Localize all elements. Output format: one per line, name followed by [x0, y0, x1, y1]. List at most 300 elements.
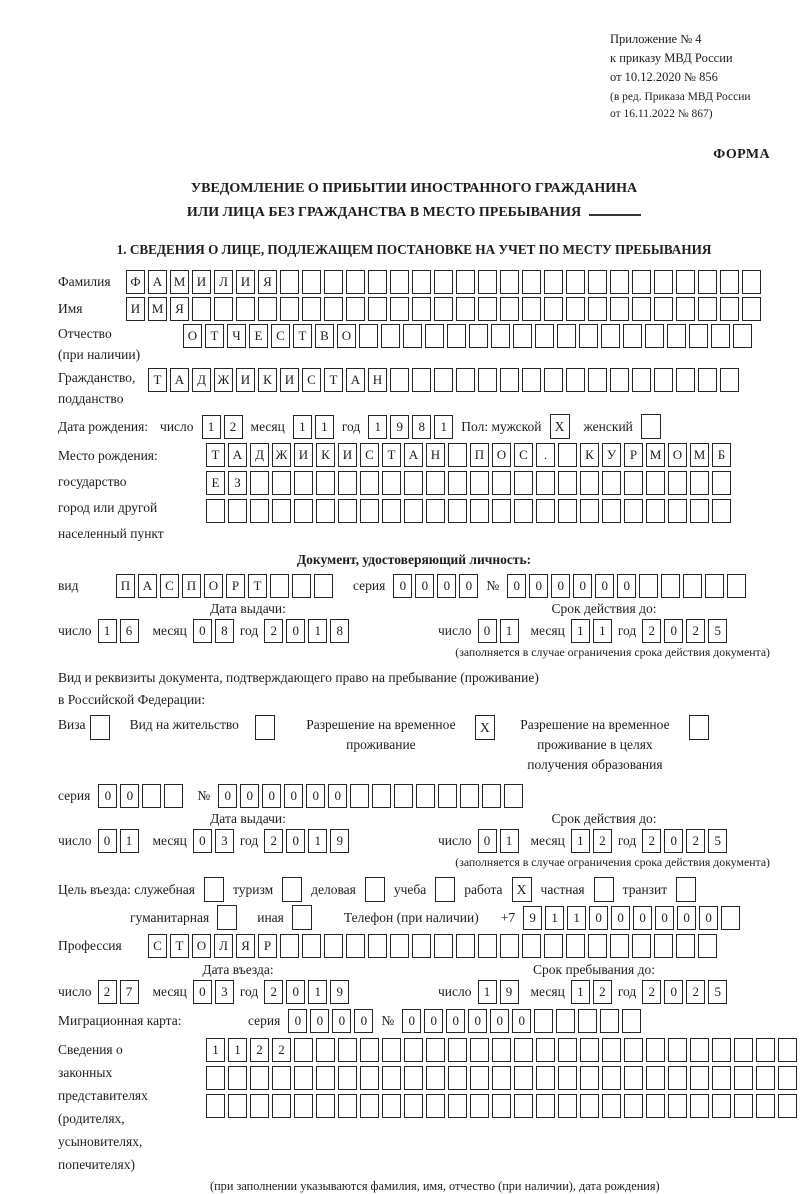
char-cell[interactable]: 8	[215, 619, 234, 643]
char-cell[interactable]: 0	[446, 1009, 465, 1033]
char-cell[interactable]: 0	[98, 784, 117, 808]
char-cell[interactable]: О	[204, 574, 223, 598]
char-cell[interactable]	[522, 297, 541, 321]
char-cell[interactable]: 1	[545, 906, 564, 930]
char-cell[interactable]	[588, 934, 607, 958]
char-cell[interactable]	[382, 1094, 401, 1118]
char-cell[interactable]	[601, 324, 620, 348]
char-cell[interactable]	[346, 270, 365, 294]
char-cell[interactable]: 2	[272, 1038, 291, 1062]
char-cell[interactable]: 0	[332, 1009, 351, 1033]
char-cell[interactable]	[206, 1094, 225, 1118]
char-cell[interactable]: Т	[382, 443, 401, 467]
char-cell[interactable]	[426, 1094, 445, 1118]
char-cell[interactable]: 1	[571, 980, 590, 1004]
char-cell[interactable]: З	[228, 471, 247, 495]
char-cell[interactable]: .	[536, 443, 555, 467]
char-cell[interactable]	[514, 1066, 533, 1090]
char-cell[interactable]	[624, 471, 643, 495]
purpose-private-checkbox[interactable]	[594, 877, 614, 902]
char-cell[interactable]: 0	[354, 1009, 373, 1033]
char-cell[interactable]	[558, 1094, 577, 1118]
char-cell[interactable]	[292, 574, 311, 598]
char-cell[interactable]	[514, 499, 533, 523]
char-cell[interactable]	[646, 1094, 665, 1118]
char-cell[interactable]	[514, 471, 533, 495]
char-cell[interactable]	[544, 368, 563, 392]
char-cell[interactable]	[690, 499, 709, 523]
char-cell[interactable]: 0	[120, 784, 139, 808]
char-cell[interactable]: 0	[573, 574, 592, 598]
char-cell[interactable]: 0	[98, 829, 117, 853]
char-cell[interactable]	[492, 499, 511, 523]
char-cell[interactable]	[566, 934, 585, 958]
char-cell[interactable]	[646, 1038, 665, 1062]
char-cell[interactable]: 0	[478, 829, 497, 853]
char-cell[interactable]: 0	[193, 980, 212, 1004]
char-cell[interactable]: 0	[611, 906, 630, 930]
char-cell[interactable]: Л	[214, 934, 233, 958]
char-cell[interactable]	[470, 471, 489, 495]
char-cell[interactable]	[492, 1038, 511, 1062]
char-cell[interactable]	[698, 934, 717, 958]
char-cell[interactable]	[712, 499, 731, 523]
char-cell[interactable]: 0	[490, 1009, 509, 1033]
char-cell[interactable]	[214, 297, 233, 321]
char-cell[interactable]: 0	[664, 619, 683, 643]
char-cell[interactable]: 0	[284, 784, 303, 808]
char-cell[interactable]	[778, 1038, 797, 1062]
char-cell[interactable]	[610, 368, 629, 392]
char-cell[interactable]	[558, 1066, 577, 1090]
char-cell[interactable]: Л	[214, 270, 233, 294]
char-cell[interactable]	[382, 471, 401, 495]
char-cell[interactable]: 2	[686, 980, 705, 1004]
char-cell[interactable]	[250, 1094, 269, 1118]
char-cell[interactable]: 2	[686, 619, 705, 643]
char-cell[interactable]: 1	[308, 619, 327, 643]
char-cell[interactable]	[654, 297, 673, 321]
char-cell[interactable]: У	[602, 443, 621, 467]
char-cell[interactable]	[314, 574, 333, 598]
char-cell[interactable]: Ф	[126, 270, 145, 294]
char-cell[interactable]: 0	[286, 619, 305, 643]
char-cell[interactable]	[756, 1038, 775, 1062]
char-cell[interactable]: О	[183, 324, 202, 348]
char-cell[interactable]: Т	[248, 574, 267, 598]
char-cell[interactable]: 2	[593, 980, 612, 1004]
char-cell[interactable]: М	[646, 443, 665, 467]
char-cell[interactable]	[544, 297, 563, 321]
char-cell[interactable]	[456, 297, 475, 321]
char-cell[interactable]: Р	[258, 934, 277, 958]
char-cell[interactable]: 0	[507, 574, 526, 598]
char-cell[interactable]: 2	[593, 829, 612, 853]
char-cell[interactable]	[557, 324, 576, 348]
char-cell[interactable]	[346, 934, 365, 958]
char-cell[interactable]	[448, 443, 467, 467]
char-cell[interactable]: К	[580, 443, 599, 467]
char-cell[interactable]: 1	[308, 980, 327, 1004]
char-cell[interactable]	[382, 499, 401, 523]
char-cell[interactable]: И	[294, 443, 313, 467]
purpose-transit-checkbox[interactable]	[676, 877, 696, 902]
char-cell[interactable]	[360, 1038, 379, 1062]
char-cell[interactable]: 1	[500, 829, 519, 853]
char-cell[interactable]: 2	[264, 829, 283, 853]
male-checkbox[interactable]: X	[550, 414, 570, 439]
char-cell[interactable]: 5	[708, 829, 727, 853]
char-cell[interactable]	[668, 1094, 687, 1118]
char-cell[interactable]: Н	[426, 443, 445, 467]
char-cell[interactable]: П	[116, 574, 135, 598]
char-cell[interactable]	[580, 1094, 599, 1118]
char-cell[interactable]	[500, 934, 519, 958]
char-cell[interactable]: С	[360, 443, 379, 467]
char-cell[interactable]	[733, 324, 752, 348]
char-cell[interactable]	[705, 574, 724, 598]
char-cell[interactable]	[492, 471, 511, 495]
char-cell[interactable]	[470, 499, 489, 523]
char-cell[interactable]: 2	[642, 619, 661, 643]
char-cell[interactable]	[668, 1038, 687, 1062]
char-cell[interactable]	[558, 443, 577, 467]
char-cell[interactable]: О	[492, 443, 511, 467]
char-cell[interactable]: А	[404, 443, 423, 467]
char-cell[interactable]	[522, 270, 541, 294]
char-cell[interactable]: 0	[193, 829, 212, 853]
char-cell[interactable]	[412, 934, 431, 958]
char-cell[interactable]	[478, 297, 497, 321]
char-cell[interactable]: 9	[390, 415, 409, 439]
char-cell[interactable]	[610, 270, 629, 294]
char-cell[interactable]	[434, 270, 453, 294]
char-cell[interactable]	[602, 499, 621, 523]
char-cell[interactable]	[280, 934, 299, 958]
char-cell[interactable]	[338, 1066, 357, 1090]
char-cell[interactable]	[654, 934, 673, 958]
char-cell[interactable]	[434, 934, 453, 958]
char-cell[interactable]: 1	[478, 980, 497, 1004]
char-cell[interactable]	[404, 1094, 423, 1118]
char-cell[interactable]: 9	[523, 906, 542, 930]
char-cell[interactable]	[756, 1094, 775, 1118]
char-cell[interactable]: 0	[393, 574, 412, 598]
char-cell[interactable]	[272, 1066, 291, 1090]
char-cell[interactable]: 0	[286, 829, 305, 853]
char-cell[interactable]: А	[228, 443, 247, 467]
char-cell[interactable]	[192, 297, 211, 321]
char-cell[interactable]	[381, 324, 400, 348]
char-cell[interactable]: Т	[293, 324, 312, 348]
char-cell[interactable]: М	[170, 270, 189, 294]
char-cell[interactable]	[426, 1038, 445, 1062]
char-cell[interactable]	[712, 1038, 731, 1062]
char-cell[interactable]	[639, 574, 658, 598]
char-cell[interactable]	[206, 499, 225, 523]
char-cell[interactable]	[338, 1038, 357, 1062]
char-cell[interactable]	[602, 1038, 621, 1062]
char-cell[interactable]: 0	[306, 784, 325, 808]
char-cell[interactable]	[228, 1094, 247, 1118]
char-cell[interactable]	[632, 270, 651, 294]
char-cell[interactable]: Ж	[272, 443, 291, 467]
char-cell[interactable]	[623, 324, 642, 348]
char-cell[interactable]	[558, 499, 577, 523]
char-cell[interactable]: П	[182, 574, 201, 598]
char-cell[interactable]	[513, 324, 532, 348]
char-cell[interactable]	[610, 297, 629, 321]
char-cell[interactable]	[272, 1094, 291, 1118]
char-cell[interactable]: Р	[226, 574, 245, 598]
char-cell[interactable]	[727, 574, 746, 598]
char-cell[interactable]	[294, 1038, 313, 1062]
char-cell[interactable]: Р	[624, 443, 643, 467]
char-cell[interactable]	[360, 499, 379, 523]
char-cell[interactable]	[624, 499, 643, 523]
char-cell[interactable]	[448, 1038, 467, 1062]
char-cell[interactable]: И	[338, 443, 357, 467]
char-cell[interactable]	[425, 324, 444, 348]
char-cell[interactable]: 2	[224, 415, 243, 439]
char-cell[interactable]: Т	[324, 368, 343, 392]
temp-residence-edu-checkbox[interactable]	[689, 715, 709, 740]
char-cell[interactable]	[368, 297, 387, 321]
char-cell[interactable]	[360, 1066, 379, 1090]
char-cell[interactable]	[382, 1038, 401, 1062]
char-cell[interactable]	[544, 270, 563, 294]
char-cell[interactable]	[566, 297, 585, 321]
char-cell[interactable]	[742, 270, 761, 294]
char-cell[interactable]: О	[337, 324, 356, 348]
char-cell[interactable]	[404, 1066, 423, 1090]
char-cell[interactable]	[698, 368, 717, 392]
char-cell[interactable]	[742, 297, 761, 321]
char-cell[interactable]: 0	[240, 784, 259, 808]
char-cell[interactable]	[624, 1066, 643, 1090]
char-cell[interactable]: 5	[708, 980, 727, 1004]
char-cell[interactable]: 0	[262, 784, 281, 808]
char-cell[interactable]	[712, 1066, 731, 1090]
char-cell[interactable]: 1	[368, 415, 387, 439]
char-cell[interactable]: Я	[236, 934, 255, 958]
char-cell[interactable]	[588, 368, 607, 392]
char-cell[interactable]: Т	[205, 324, 224, 348]
char-cell[interactable]: 1	[98, 619, 117, 643]
char-cell[interactable]	[600, 1009, 619, 1033]
char-cell[interactable]	[690, 1066, 709, 1090]
purpose-study-checkbox[interactable]	[435, 877, 455, 902]
char-cell[interactable]	[690, 1094, 709, 1118]
char-cell[interactable]	[403, 324, 422, 348]
char-cell[interactable]: Е	[206, 471, 225, 495]
char-cell[interactable]	[624, 1038, 643, 1062]
char-cell[interactable]	[698, 270, 717, 294]
char-cell[interactable]	[721, 906, 740, 930]
char-cell[interactable]: С	[302, 368, 321, 392]
char-cell[interactable]	[250, 499, 269, 523]
char-cell[interactable]: С	[514, 443, 533, 467]
char-cell[interactable]	[447, 324, 466, 348]
char-cell[interactable]	[382, 1066, 401, 1090]
char-cell[interactable]: 8	[330, 619, 349, 643]
char-cell[interactable]: 8	[412, 415, 431, 439]
char-cell[interactable]: К	[258, 368, 277, 392]
char-cell[interactable]: 0	[402, 1009, 421, 1033]
char-cell[interactable]: 9	[330, 829, 349, 853]
char-cell[interactable]	[668, 1066, 687, 1090]
char-cell[interactable]	[544, 934, 563, 958]
char-cell[interactable]	[646, 1066, 665, 1090]
char-cell[interactable]	[602, 471, 621, 495]
char-cell[interactable]	[390, 934, 409, 958]
char-cell[interactable]: 1	[571, 829, 590, 853]
char-cell[interactable]	[645, 324, 664, 348]
char-cell[interactable]	[778, 1066, 797, 1090]
char-cell[interactable]: 2	[250, 1038, 269, 1062]
char-cell[interactable]	[469, 324, 488, 348]
char-cell[interactable]: 7	[120, 980, 139, 1004]
char-cell[interactable]: 0	[595, 574, 614, 598]
char-cell[interactable]	[580, 499, 599, 523]
char-cell[interactable]	[676, 297, 695, 321]
char-cell[interactable]: П	[470, 443, 489, 467]
char-cell[interactable]	[698, 297, 717, 321]
char-cell[interactable]	[690, 471, 709, 495]
char-cell[interactable]	[272, 471, 291, 495]
char-cell[interactable]: 1	[593, 619, 612, 643]
char-cell[interactable]: И	[126, 297, 145, 321]
char-cell[interactable]: О	[192, 934, 211, 958]
char-cell[interactable]	[324, 270, 343, 294]
purpose-other-checkbox[interactable]	[292, 905, 312, 930]
char-cell[interactable]	[632, 297, 651, 321]
char-cell[interactable]: С	[160, 574, 179, 598]
char-cell[interactable]	[689, 324, 708, 348]
char-cell[interactable]: С	[271, 324, 290, 348]
purpose-official-checkbox[interactable]	[204, 877, 224, 902]
char-cell[interactable]	[324, 934, 343, 958]
char-cell[interactable]	[294, 1066, 313, 1090]
char-cell[interactable]: И	[280, 368, 299, 392]
char-cell[interactable]	[404, 471, 423, 495]
char-cell[interactable]	[720, 368, 739, 392]
char-cell[interactable]	[556, 1009, 575, 1033]
char-cell[interactable]	[500, 270, 519, 294]
char-cell[interactable]	[316, 1066, 335, 1090]
char-cell[interactable]	[646, 499, 665, 523]
char-cell[interactable]: 0	[328, 784, 347, 808]
char-cell[interactable]: 2	[642, 980, 661, 1004]
char-cell[interactable]	[206, 1066, 225, 1090]
residence-permit-checkbox[interactable]	[255, 715, 275, 740]
char-cell[interactable]: Д	[250, 443, 269, 467]
char-cell[interactable]	[456, 270, 475, 294]
char-cell[interactable]: 0	[633, 906, 652, 930]
char-cell[interactable]	[500, 368, 519, 392]
char-cell[interactable]: 2	[264, 619, 283, 643]
char-cell[interactable]	[478, 270, 497, 294]
char-cell[interactable]: Н	[368, 368, 387, 392]
char-cell[interactable]: Я	[258, 270, 277, 294]
char-cell[interactable]: М	[148, 297, 167, 321]
char-cell[interactable]	[536, 1066, 555, 1090]
char-cell[interactable]	[500, 297, 519, 321]
char-cell[interactable]	[438, 784, 457, 808]
char-cell[interactable]	[558, 1038, 577, 1062]
char-cell[interactable]: 0	[617, 574, 636, 598]
char-cell[interactable]: 0	[655, 906, 674, 930]
char-cell[interactable]	[470, 1066, 489, 1090]
char-cell[interactable]	[566, 368, 585, 392]
char-cell[interactable]	[390, 297, 409, 321]
char-cell[interactable]	[676, 270, 695, 294]
char-cell[interactable]	[534, 1009, 553, 1033]
char-cell[interactable]: 1	[571, 619, 590, 643]
char-cell[interactable]	[654, 368, 673, 392]
char-cell[interactable]: 0	[193, 619, 212, 643]
char-cell[interactable]	[250, 1066, 269, 1090]
char-cell[interactable]	[712, 471, 731, 495]
char-cell[interactable]: 2	[642, 829, 661, 853]
char-cell[interactable]: 1	[308, 829, 327, 853]
char-cell[interactable]: 0	[551, 574, 570, 598]
char-cell[interactable]: 0	[424, 1009, 443, 1033]
char-cell[interactable]: 2	[264, 980, 283, 1004]
char-cell[interactable]: И	[236, 368, 255, 392]
char-cell[interactable]	[470, 1038, 489, 1062]
char-cell[interactable]	[491, 324, 510, 348]
char-cell[interactable]	[514, 1038, 533, 1062]
char-cell[interactable]	[448, 471, 467, 495]
char-cell[interactable]	[350, 784, 369, 808]
char-cell[interactable]	[236, 297, 255, 321]
char-cell[interactable]	[734, 1038, 753, 1062]
char-cell[interactable]	[448, 499, 467, 523]
char-cell[interactable]	[536, 1094, 555, 1118]
char-cell[interactable]	[280, 270, 299, 294]
char-cell[interactable]: 0	[310, 1009, 329, 1033]
char-cell[interactable]: 2	[98, 980, 117, 1004]
char-cell[interactable]: Т	[206, 443, 225, 467]
char-cell[interactable]: 0	[699, 906, 718, 930]
char-cell[interactable]	[404, 499, 423, 523]
char-cell[interactable]: 0	[286, 980, 305, 1004]
char-cell[interactable]	[579, 324, 598, 348]
char-cell[interactable]: 0	[664, 980, 683, 1004]
char-cell[interactable]	[456, 368, 475, 392]
char-cell[interactable]: Б	[712, 443, 731, 467]
char-cell[interactable]	[228, 499, 247, 523]
char-cell[interactable]	[478, 934, 497, 958]
char-cell[interactable]	[522, 368, 541, 392]
char-cell[interactable]: Т	[170, 934, 189, 958]
temp-residence-checkbox[interactable]: X	[475, 715, 495, 740]
female-checkbox[interactable]	[641, 414, 661, 439]
char-cell[interactable]: 1	[500, 619, 519, 643]
char-cell[interactable]: 1	[293, 415, 312, 439]
char-cell[interactable]	[324, 297, 343, 321]
char-cell[interactable]: 0	[468, 1009, 487, 1033]
char-cell[interactable]	[690, 1038, 709, 1062]
char-cell[interactable]: А	[170, 368, 189, 392]
char-cell[interactable]: М	[690, 443, 709, 467]
char-cell[interactable]	[372, 784, 391, 808]
char-cell[interactable]: 1	[567, 906, 586, 930]
char-cell[interactable]: 1	[315, 415, 334, 439]
char-cell[interactable]	[632, 368, 651, 392]
char-cell[interactable]	[434, 297, 453, 321]
